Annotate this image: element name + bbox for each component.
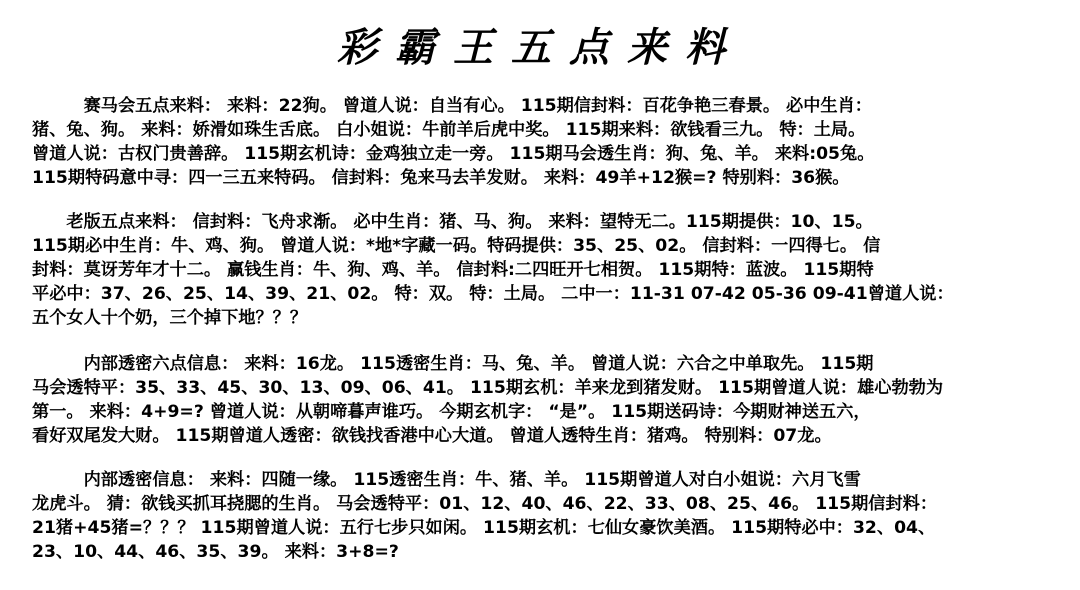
text-line: 23、10、44、46、35、39。 来料：3+8=? <box>32 542 399 562</box>
document-title: 彩霸王五点来料 <box>337 24 743 71</box>
text-line: 115期必中生肖：牛、鸡、狗。 曾道人说：*地*字藏一码。特码提供：35、25、02。 信封料：一四得七。 信 <box>32 236 881 256</box>
text-line: 赛马会五点来料： 来料：22狗。 曾道人说：自当有心。 115期信封料：百花争艳三春景。 必中生肖： <box>32 96 872 116</box>
paragraph-neibu-xinxi <box>32 468 1054 564</box>
text-line: 五个女人十个奶，三个掉下地？？？ <box>32 308 308 328</box>
text-line: 老版五点来料： 信封料：飞舟求渐。 必中生肖：猪、马、狗。 来料：望特无二。115期提供：10、15。 <box>32 212 873 232</box>
text-line: 21猪+45猪=？？？ 115期曾道人说：五行七步只如闲。 115期玄机：七仙女豪饮美酒。 115期特必中：32、04、 <box>32 518 936 538</box>
text-line: 115期特码意中寻：四一三五来特码。 信封料：兔来马去羊发财。 来料：49羊+12猴=? 特别料：36猴。 <box>32 168 850 188</box>
text-line: 看好双尾发大财。 115期曾道人透密：欲钱找香港中心大道。 曾道人透特生肖：猪鸡。 特别料：07龙。 <box>32 426 832 446</box>
text-line: 龙虎斗。 猜：欲钱买抓耳挠腮的生肖。 马会透特平：01、12、40、46、22、33、08、25、46。 115期信封料： <box>32 494 938 514</box>
text-line: 平必中：37、26、25、14、39、21、02。 特：双。 特：土局。 二中一：11-31 07-42 05-36 09-41曾道人说： <box>32 284 954 304</box>
text-line: 马会透特平：35、33、45、30、13、09、06、41。 115期玄机：羊来龙到猪发财。 115期曾道人说：雄心勃勃为 <box>32 378 944 398</box>
paragraph-laoban <box>32 210 1054 330</box>
paragraph-neibu-liudian <box>32 352 1054 448</box>
text-line: 内部透密六点信息： 来料：16龙。 115透密生肖：马、兔、羊。 曾道人说：六合之中单取先。 115期 <box>32 354 874 374</box>
text-line: 第一。 来料：4+9=? 曾道人说：从朝啼暮声谁巧。 今期玄机字： “是”。 115期送码诗：今期财神送五六， <box>32 402 871 422</box>
text-line: 封料：莫讶芳年才十二。 赢钱生肖：牛、狗、鸡、羊。 信封料:二四旺开七相贺。 115期特：蓝波。 115期特 <box>32 260 874 280</box>
text-line: 猪、兔、狗。 来料：娇滑如珠生舌底。 白小姐说：牛前羊后虎中奖。 115期来料：欲钱看三九。 特：土局。 <box>32 120 866 140</box>
text-line: 曾道人说：古权门贵善辞。 115期玄机诗：金鸡独立走一旁。 115期马会透生肖：狗、兔、羊。 来料:05兔。 <box>32 144 875 164</box>
paragraph-saimahui <box>32 94 1054 190</box>
text-line: 内部透密信息： 来料：四随一缘。 115透密生肖：牛、猪、羊。 115期曾道人对白小姐说：六月飞雪 <box>32 470 861 490</box>
